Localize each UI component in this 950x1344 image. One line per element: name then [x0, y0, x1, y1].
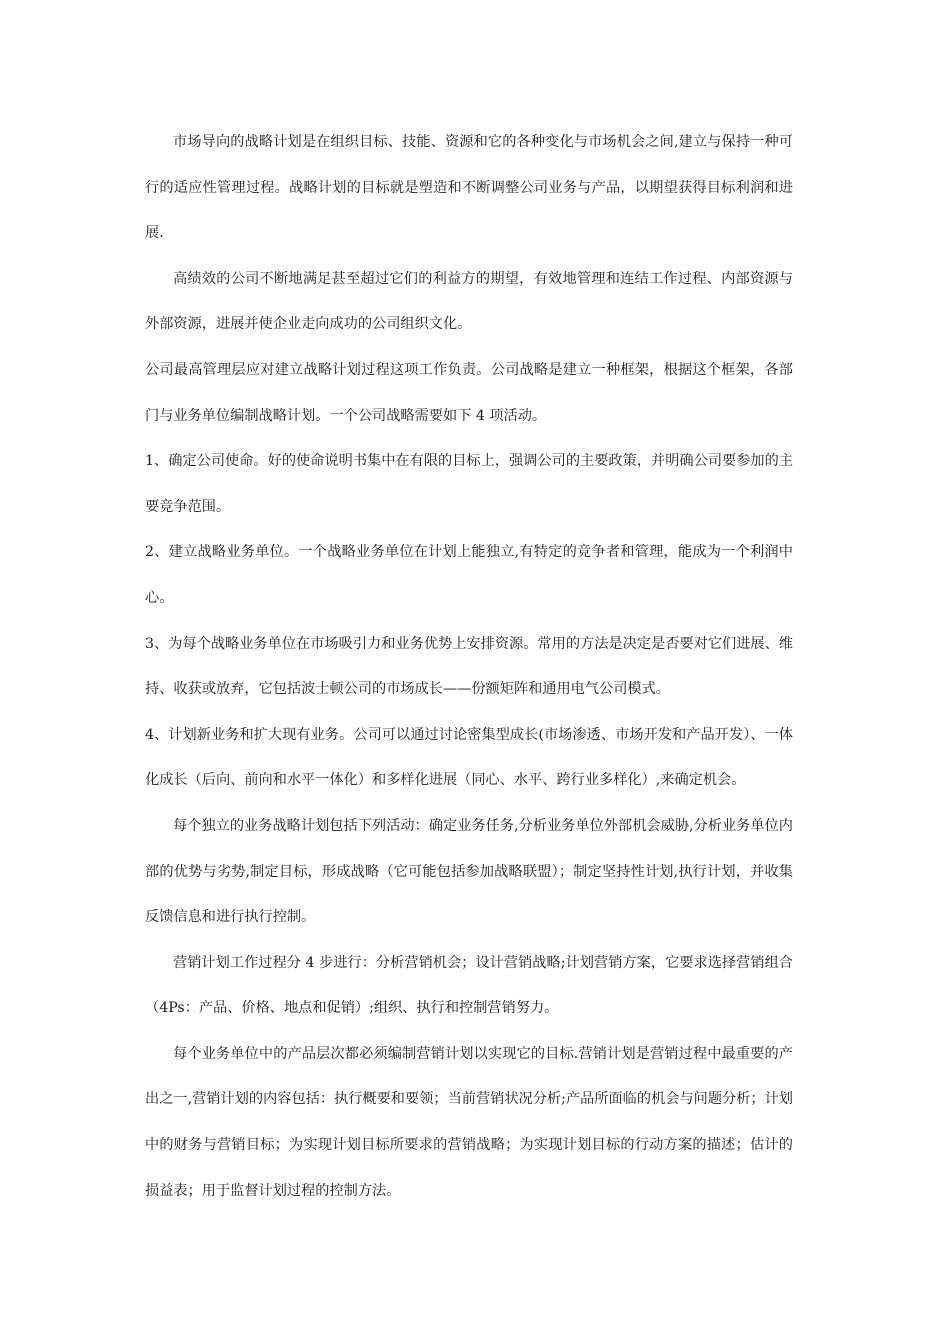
list-item-3-resource-allocation: 3、为每个战略业务单位在市场吸引力和业务优势上安排资源。常用的方法是决定是否要对它们进展、维持、收获或放弃，它包括波士顿公司的市场成长——份额矩阵和通用电气公司模式。	[145, 635, 793, 698]
document-body	[145, 120, 793, 1214]
paragraph-high-performance-company: 高绩效的公司不断地满足甚至超过它们的利益方的期望，有效地管理和连结工作过程、内部资源与外部资源，进展并使企业走向成功的公司组织文化。	[145, 270, 793, 333]
paragraph-business-strategic-plan: 每个独立的业务战略计划包括下列活动：确定业务任务,分析业务单位外部机会威胁,分析业务单位内部的优势与劣势,制定目标，形成战略（它可能包括参加战略联盟）；制定坚持性计划,执行计划，并收集反馈信息和进行执行控制。	[145, 817, 793, 926]
list-item-2-strategic-business-units: 2、建立战略业务单位。一个战略业务单位在计划上能独立,有特定的竞争者和管理，能成为一个利润中心。	[145, 544, 793, 606]
paragraph-marketing-planning-steps: 营销计划工作过程分 4 步进行：分析营销机会；设计营销战略;计划营销方案，它要求选择营销组合（4Ps：产品、价格、地点和促销）;组织、执行和控制营销努力。	[145, 954, 793, 1017]
list-item-1-company-mission: 1、确定公司使命。好的使命说明书集中在有限的目标上，强调公司的主要政策，并明确公司要参加的主要竞争范围。	[145, 453, 793, 515]
paragraph-strategic-planning-definition: 市场导向的战略计划是在组织目标、技能、资源和它的各种变化与市场机会之间,建立与保持一种可行的适应性管理过程。战略计划的目标就是塑造和不断调整公司业务与产品，以期望获得目标利润和进展.	[145, 134, 793, 242]
paragraph-marketing-plan-contents: 每个业务单位中的产品层次都必须编制营销计划以实现它的目标.营销计划是营销过程中最重要的产出之一,营销计划的内容包括：执行概要和要领；当前营销状况分析;产品所面临的机会与问题分析；计划中的财务与营销目标；为实现计划目标所要求的营销战略；为实现计划目标的行动方案的描述；估计的损益表；用于监督计划过程的控制方法。	[145, 1045, 793, 1199]
list-item-4-new-business-planning: 4、计划新业务和扩大现有业务。公司可以通过讨论密集型成长(市场渗透、市场开发和产品开发）、一体化成长（后向、前向和水平一体化）和多样化进展（同心、水平、跨行业多样化）,来确定机会。	[145, 726, 793, 789]
paragraph-top-management-strategy: 公司最高管理层应对建立战略计划过程这项工作负责。公司战略是建立一种框架，根据这个框架，各部门与业务单位编制战略计划。一个公司战略需要如下 4 项活动。	[145, 361, 793, 424]
